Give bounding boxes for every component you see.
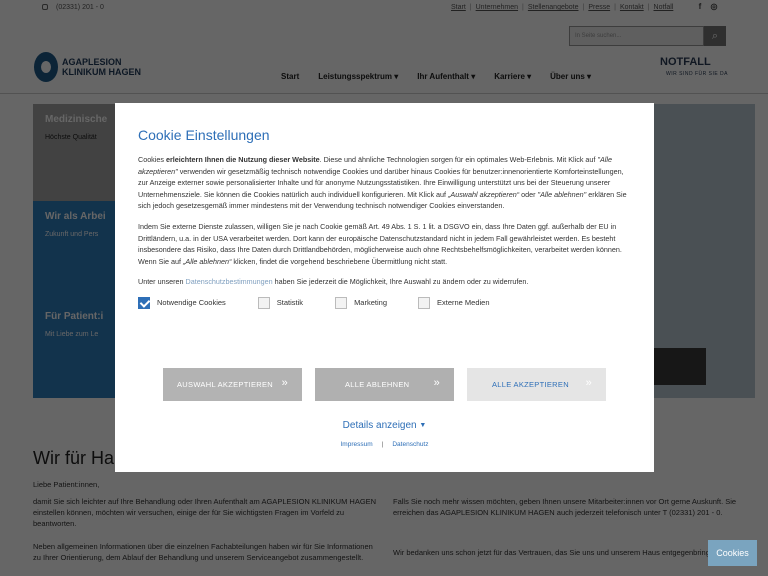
cookie-paragraph-1: Cookies erleichtern Ihnen die Nutzung dieser Website. Diese und ähnliche Technologien sorgen für ein optimales Web-Erlebnis. Mit Klick auf "Alle akzeptieren" verwenden wir gesetzmäßig technisch notwendige Cookies und darüber hinaus Cookies für benutzer:innenorientierte Komforteinstellungen, zur Anzeige externer sowie personalisierter Inhalte und für anonyme Nutzungsstatistiken. Ihre Einwilligung unterstützt uns bei der Steuerung unserer Unternehmensziele. Sie können die Cookies natürlich auch individuell konfigurieren. Mit Klick auf „Auswahl akzeptieren“ oder "Alle ablehnen" erklären Sie sich jedoch gesetzesgemäß immer mindestens mit der Verwendung technisch notwendiger Cookies einverstanden. (138, 155, 627, 211)
checkbox-notwendig[interactable] (138, 297, 226, 309)
details-label: Details anzeigen (342, 420, 417, 431)
checkbox-label: Notwendige Cookies (157, 298, 226, 308)
double-chevron-right-icon: » (433, 377, 440, 389)
reject-all-button[interactable] (315, 368, 454, 401)
button-label: ALLE AKZEPTIEREN (492, 380, 569, 389)
cookie-settings-tab[interactable]: Cookies (708, 540, 757, 566)
checkbox-label: Statistik (276, 298, 304, 308)
divider: | (381, 441, 384, 448)
checkbox-label: Externe Medien (437, 298, 490, 308)
details-toggle[interactable] (115, 420, 654, 431)
cookie-paragraph-3: Unter unseren Datenschutzbestimmungen haben Sie jederzeit die Möglichkeit, Ihre Auswahl zu ändern oder zu widerrufen. (138, 277, 529, 287)
cookie-paragraph-2: Indem Sie externe Dienste zulassen, willigen Sie je nach Cookie gemäß Art. 49 Abs. 1 S. 1 lit. a DSGVO ein, dass Ihre Daten ggf. außerhalb der EU in Drittländern, u.a. in der USA verarbeitet werden. Dort kann der europäische Datenschutzstandard nicht in jedem Fall gewährleistet werden. Es besteht insbesondere das Risiko, dass Ihre Daten durch Drittlandbehörden, möglicherweise auch ohne Rechtsbehelfsmöglichkeiten, verarbeitet werden können. Wenn Sie auf „Alle ablehnen“ klicken, findet die vorgehend beschriebene Übermittlung nicht statt. (138, 221, 622, 266)
datenschutz-link[interactable]: Datenschutz (392, 441, 429, 448)
checkbox-marketing[interactable] (335, 297, 387, 309)
checkbox-label: Marketing (354, 298, 387, 308)
cookie-categories (138, 297, 631, 309)
checkbox-box[interactable] (258, 297, 270, 309)
cookie-title: Cookie Einstellungen (138, 127, 270, 143)
double-chevron-right-icon: » (281, 377, 288, 389)
button-label: ALLE ABLEHNEN (345, 380, 410, 389)
accept-all-button[interactable] (467, 368, 606, 401)
checkbox-box[interactable] (418, 297, 430, 309)
cookie-buttons (163, 368, 619, 401)
privacy-link[interactable]: Datenschutzbestimmungen (185, 277, 273, 287)
accept-selection-button[interactable] (163, 368, 302, 401)
cookie-dialog (115, 103, 654, 472)
double-chevron-right-icon: » (585, 377, 592, 389)
cookie-footer-links (115, 441, 654, 448)
caret-down-icon: ▼ (419, 422, 427, 429)
checkbox-box[interactable] (335, 297, 347, 309)
checkbox-statistik[interactable] (258, 297, 303, 309)
checkbox-checked-icon[interactable] (138, 297, 150, 309)
impressum-link[interactable]: Impressum (340, 441, 373, 448)
button-label: AUSWAHL AKZEPTIEREN (177, 380, 273, 389)
checkbox-externe-medien[interactable] (418, 297, 490, 309)
